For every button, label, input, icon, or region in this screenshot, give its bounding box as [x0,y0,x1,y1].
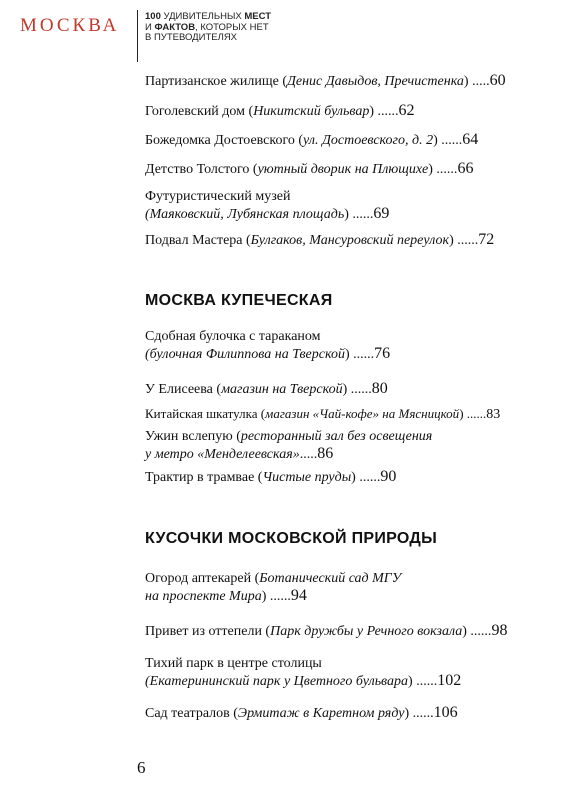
tagline-line-3: В ПУТЕВОДИТЕЛЯХ [145,32,238,43]
entry-page: 66 [457,160,474,177]
entry-location-cont: на проспекте Мира [145,589,262,604]
page-number: 6 [137,758,146,777]
entry-location: Булгаков, Мансуровский переулок [250,233,450,248]
entry-page: 102 [437,672,462,689]
entry-title: Гоголевский дом ( [145,104,254,119]
entry-location: Парк дружбы у Речного вокзала [270,624,463,639]
entry-page: 106 [433,704,458,721]
entry-leader: ) ...... [433,133,463,148]
entry-title: Подвал Мастера ( [145,233,251,248]
entry-leader: ) ..... [463,74,490,89]
entry-location: Ботанический сад МГУ [259,571,402,586]
entry-title: У Елисеева ( [145,382,222,397]
entry-page: 98 [491,622,508,639]
entry-location: магазин «Чай-кофе» на Мясницкой [265,406,460,421]
entry-title: Сад театралов ( [145,706,238,721]
toc-entry[interactable] [145,622,555,640]
entry-location: Никитский бульвар [253,104,370,119]
toc-entry[interactable] [145,704,555,722]
toc-entry[interactable] [145,655,555,690]
entry-leader: ) ...... [345,347,375,362]
entry-location: (Екатерининский парк у Цветного бульвара [145,674,409,689]
entry-page: 64 [462,131,479,148]
entry-page: 86 [317,445,334,462]
entry-leader: ) ...... [261,589,291,604]
toc-entry[interactable] [145,570,555,605]
entry-location: Эрмитаж в Каретном ряду [237,706,405,721]
entry-leader: ) ...... [369,104,399,119]
entry-title: Ужин вслепую ( [145,429,241,444]
entry-page: 80 [371,380,388,397]
header-divider [137,10,138,62]
entry-title: Трактир в трамвае ( [145,470,263,485]
tagline-bold-2: ФАКТОВ [154,21,196,33]
tagline-prefix-2: И [145,21,155,33]
entry-page: 69 [373,205,390,222]
entry-leader: ) ...... [449,233,479,248]
entry-location: (Маяковский, Лубянская площадь [145,207,345,222]
entry-title: Китайская шкатулка ( [145,406,266,421]
entry-title: Сдобная булочка с тараканом [145,329,321,344]
entry-location: Денис Давыдов, Пречистенка [286,74,464,89]
entry-leader: ) ...... [342,382,372,397]
toc-entry[interactable] [145,328,555,363]
entry-page: 72 [478,231,495,248]
entry-title: Огород аптекарей ( [145,571,260,586]
header-brand: МОСКВА [20,15,120,36]
entry-page: 76 [374,345,391,362]
entry-page: 60 [489,72,506,89]
header-tagline [145,12,271,44]
entry-location-cont: у метро «Менделеевская» [145,447,300,462]
toc-entry[interactable] [145,102,555,120]
entry-leader: ) ...... [404,706,434,721]
section-heading: МОСКВА КУПЕЧЕСКАЯ [145,292,333,309]
entry-page: 83 [486,407,501,422]
entry-title: Партизанское жилище ( [145,74,287,89]
entry-leader: ) ...... [462,624,492,639]
entry-leader: ) ...... [351,470,381,485]
toc-entry[interactable] [145,131,555,149]
toc-entry[interactable] [145,468,555,486]
entry-leader: ..... [299,447,318,462]
entry-title: Привет из оттепели ( [145,624,271,639]
toc-entry[interactable] [145,188,555,223]
toc-entry[interactable] [145,428,555,463]
toc-entry[interactable] [145,72,555,90]
tagline-text-1: УДИВИТЕЛЬНЫХ [160,11,245,22]
tagline-text-2: , КОТОРЫХ НЕТ [195,21,269,33]
entry-page: 94 [290,587,307,604]
entry-title: Детство Толстого ( [145,162,258,177]
toc-entry[interactable] [145,160,555,178]
entry-location: Чистые пруды [262,470,352,485]
entry-leader: ) ...... [344,207,374,222]
entry-location: уютный дворик на Плющихе [257,162,429,177]
entry-leader: ) ...... [459,406,487,421]
entry-title: Тихий парк в центре столицы [145,656,322,671]
toc-entry[interactable] [145,380,555,398]
entry-page: 90 [380,468,397,485]
toc-entry[interactable] [145,231,555,249]
entry-title: Божедомка Достоевского ( [145,133,304,148]
entry-title: Футуристический музей [145,189,291,204]
entry-page: 62 [398,102,415,119]
section-heading: КУСОЧКИ МОСКОВСКОЙ ПРИРОДЫ [145,530,438,547]
toc-entry[interactable] [145,405,555,423]
entry-leader: ) ...... [408,674,438,689]
entry-leader: ) ...... [428,162,458,177]
entry-location: магазин на Тверской [221,382,343,397]
tagline-number: 100 [145,11,161,22]
entry-location: (булочная Филиппова на Тверской [145,347,345,362]
entry-location: ресторанный зал без освещения [240,429,433,444]
tagline-bold-1: МЕСТ [244,11,272,22]
entry-location: ул. Достоевского, д. 2 [303,133,434,148]
